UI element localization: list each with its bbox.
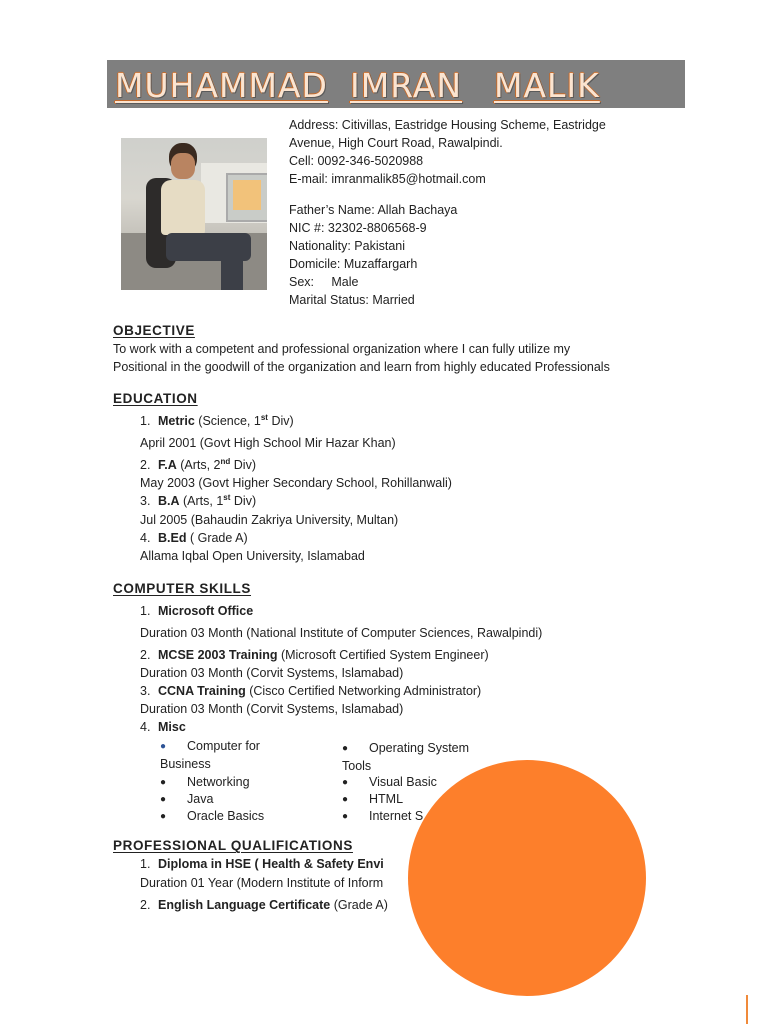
email-address: E-mail: imranmalik85@hotmail.com xyxy=(289,172,486,186)
bullet-icon: ● xyxy=(342,794,349,805)
objective-heading: OBJECTIVE xyxy=(113,323,195,338)
misc-right-1-cont: Tools xyxy=(342,759,372,773)
education-detail-4: Allama Iqbal Open University, Islamabad xyxy=(140,549,365,563)
skill-detail-1: Duration 03 Month (National Institute of Computer Sciences, Rawalpindi) xyxy=(140,626,543,640)
skill-detail-2: Duration 03 Month (Corvit Systems, Islamabad) xyxy=(140,666,404,680)
misc-right-4: Internet S xyxy=(369,809,424,823)
address-line-1: Address: Citivillas, Eastridge Housing Scheme, Eastridge xyxy=(289,118,606,132)
page-edge-mark xyxy=(746,995,748,1024)
qualification-detail-1: Duration 01 Year (Modern Institute of Inform xyxy=(140,876,384,890)
education-item-4: 4. B.Ed ( Grade A) xyxy=(140,531,248,545)
misc-right-1: Operating System xyxy=(369,741,470,755)
bullet-icon: ● xyxy=(160,811,167,822)
middle-name: IMRAN xyxy=(350,66,463,105)
education-detail-3: Jul 2005 (Bahaudin Zakriya University, Multan) xyxy=(140,513,399,527)
skill-item-3: 3. CCNA Training (Cisco Certified Networking Administrator) xyxy=(140,684,482,698)
education-item-3: 3. B.A (Arts, 1st Div) xyxy=(140,493,257,508)
education-heading: EDUCATION xyxy=(113,391,198,406)
marital-status: Marital Status: Married xyxy=(289,293,415,307)
education-item-1: 1. Metric (Science, 1st Div) xyxy=(140,413,294,428)
misc-right-2: Visual Basic xyxy=(369,775,437,789)
misc-left-1-cont: Business xyxy=(160,757,211,771)
misc-left-4: Oracle Basics xyxy=(187,809,265,823)
qualification-item-1: 1. Diploma in HSE ( Health & Safety Envi xyxy=(140,857,384,871)
misc-left-3: Java xyxy=(187,792,214,806)
last-name: MALIK xyxy=(494,66,600,105)
qualification-item-2: 2. English Language Certificate (Grade A) xyxy=(140,898,388,912)
cell-number: Cell: 0092-346-5020988 xyxy=(289,154,424,168)
address-line-2: Avenue, High Court Road, Rawalpindi. xyxy=(289,136,503,150)
bullet-icon: ● xyxy=(160,777,167,788)
profile-photo xyxy=(121,138,267,290)
misc-right-3: HTML xyxy=(369,792,404,806)
education-detail-1: April 2001 (Govt High School Mir Hazar Khan) xyxy=(140,436,396,450)
skill-item-4: 4. Misc xyxy=(140,720,186,734)
education-detail-2: May 2003 (Govt Higher Secondary School, Rohillanwali) xyxy=(140,476,452,490)
qualifications-heading: PROFESSIONAL QUALIFICATIONS xyxy=(113,838,353,853)
misc-left-2: Networking xyxy=(187,775,250,789)
bullet-icon: ● xyxy=(342,743,349,754)
first-name: MUHAMMAD xyxy=(115,66,328,105)
name-banner xyxy=(107,60,685,108)
domicile: Domicile: Muzaffargarh xyxy=(289,257,418,271)
father-name: Father’s Name: Allah Bachaya xyxy=(289,203,458,217)
education-item-2: 2. F.A (Arts, 2nd Div) xyxy=(140,457,256,472)
computer-skills-heading: COMPUTER SKILLS xyxy=(113,581,252,596)
objective-text-1: To work with a competent and professional organization where I can fully utilize my xyxy=(113,342,571,356)
bullet-icon: ● xyxy=(342,777,349,788)
bullet-icon: ● xyxy=(342,811,349,822)
nic-number: NIC #: 32302-8806568-9 xyxy=(289,221,427,235)
bullet-icon: ● xyxy=(160,741,167,752)
sex: Sex: Male xyxy=(289,275,359,289)
objective-text-2: Positional in the goodwill of the organization and learn from highly educated Professionals xyxy=(113,360,610,374)
skill-item-2: 2. MCSE 2003 Training (Microsoft Certified System Engineer) xyxy=(140,648,489,662)
skill-item-1: 1. Microsoft Office xyxy=(140,604,254,618)
decorative-orange-circle xyxy=(408,760,646,996)
bullet-icon: ● xyxy=(160,794,167,805)
nationality: Nationality: Pakistani xyxy=(289,239,406,253)
skill-detail-3: Duration 03 Month (Corvit Systems, Islamabad) xyxy=(140,702,404,716)
misc-left-1: Computer for xyxy=(187,739,260,753)
